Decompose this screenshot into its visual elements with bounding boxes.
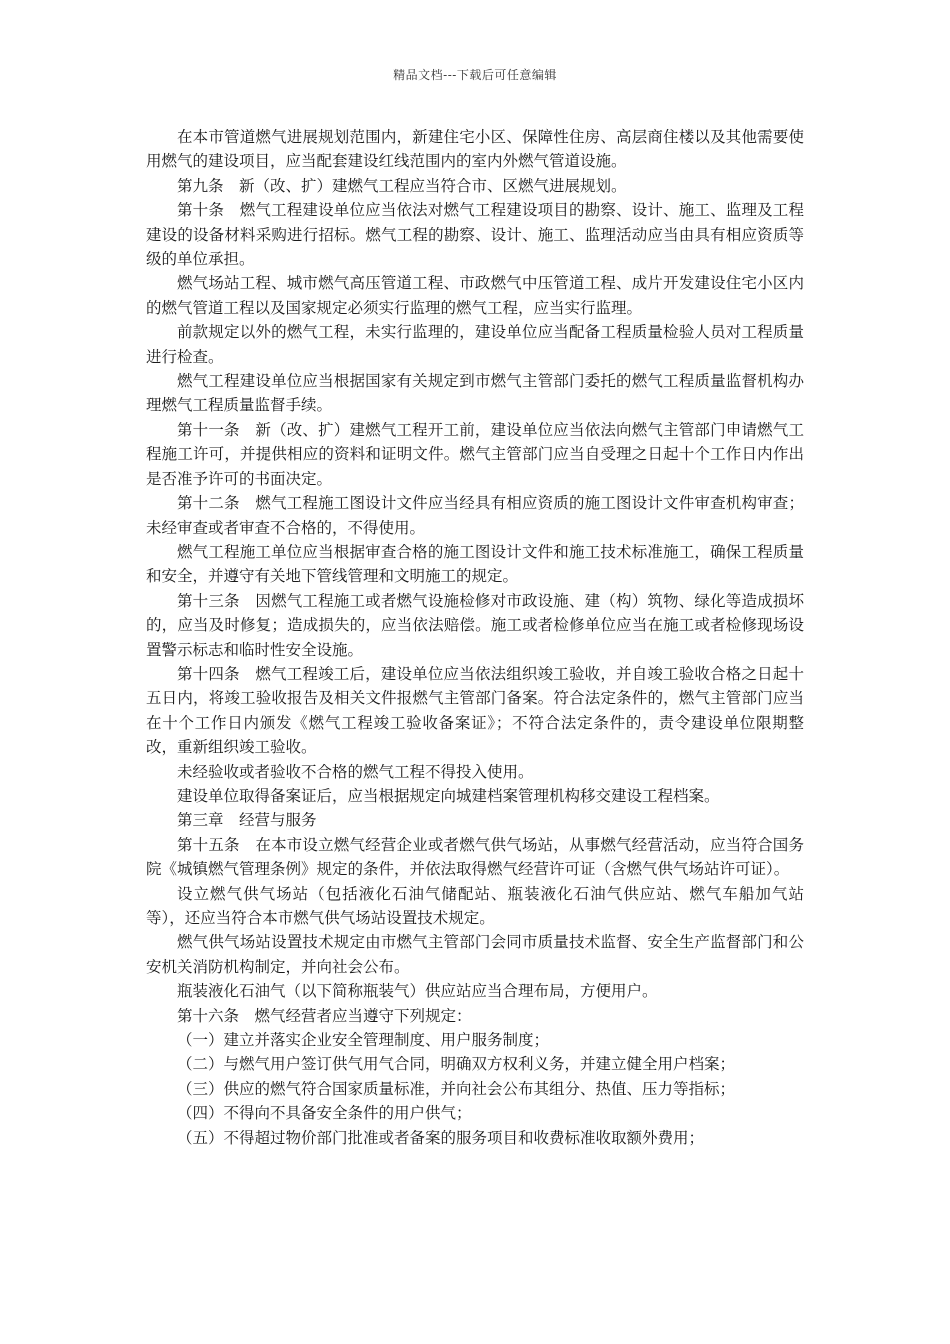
article-10: 第十条 燃气工程建设单位应当依法对燃气工程建设项目的勘察、设计、施工、监理及工程建设的设备材料采购进行招标。燃气工程的勘察、设计、施工、监理活动应当由具有相应资质等级的单位承担。 (146, 201, 804, 269)
list-item: （五）不得超过物价部门批准或者备案的服务项目和收费标准收取额外费用； (177, 1128, 705, 1147)
paragraph: 瓶装液化石油气（以下简称瓶装气）供应站应当合理布局，方便用户。 (177, 982, 658, 1001)
article-15: 第十五条 在本市设立燃气经营企业或者燃气供气场站，从事燃气经营活动，应当符合国务院《城镇燃气管理条例》规定的条件，并依法取得燃气经营许可证（含燃气供气场站许可证）。 (146, 835, 804, 879)
page-header: 精品文档---下载后可任意编辑 (393, 68, 557, 82)
article-9: 第九条 新（改、扩）建燃气工程应当符合市、区燃气进展规划。 (177, 176, 627, 195)
article-16: 第十六条 燃气经营者应当遵守下列规定： (177, 1006, 472, 1025)
list-item: （二）与燃气用户签订供气用气合同，明确双方权利义务，并建立健全用户档案； (177, 1055, 736, 1074)
article-12: 第十二条 燃气工程施工图设计文件应当经具有相应资质的施工图设计文件审查机构审查；未经审查或者审查不合格的，不得使用。 (146, 494, 804, 537)
paragraph: 燃气工程施工单位应当根据审查合格的施工图设计文件和施工技术标准施工，确保工程质量和安全，并遵守有关地下管线管理和文明施工的规定。 (146, 542, 804, 586)
chapter-3-heading: 第三章 经营与服务 (177, 811, 317, 830)
list-item: （四）不得向不具备安全条件的用户供气； (177, 1104, 472, 1123)
paragraph: 燃气场站工程、城市燃气高压管道工程、市政燃气中压管道工程、成片开发建设住宅小区内的燃气管道工程以及国家规定必须实行监理的燃气工程，应当实行监理。 (146, 274, 804, 317)
paragraph: 燃气工程建设单位应当根据国家有关规定到市燃气主管部门委托的燃气工程质量监督机构办理燃气工程质量监督手续。 (146, 372, 804, 415)
paragraph: 设立燃气供气场站（包括液化石油气储配站、瓶装液化石油气供应站、燃气车船加气站等），还应当符合本市燃气供气场站设置技术规定。 (146, 884, 804, 927)
paragraph: 燃气供气场站设置技术规定由市燃气主管部门会同市质量技术监督、安全生产监督部门和公安机关消防机构制定，并向社会公布。 (146, 933, 804, 976)
paragraph: 在本市管道燃气进展规划范围内，新建住宅小区、保障性住房、高层商住楼以及其他需要使用燃气的建设项目，应当配套建设红线范围内的室内外燃气管道设施。 (146, 128, 804, 171)
article-14: 第十四条 燃气工程竣工后，建设单位应当依法组织竣工验收，并自竣工验收合格之日起十五日内，将竣工验收报告及相关文件报燃气主管部门备案。符合法定条件的，燃气主管部门应当在十个工作日内颁发《燃气工程竣工验收备案证》；不符合法定条件的，责令建设单位限期整改，重新组织竣工验收。 (146, 664, 804, 757)
article-11: 第十一条 新（改、扩）建燃气工程开工前，建设单位应当依法向燃气主管部门申请燃气工程施工许可，并提供相应的资料和证明文件。燃气主管部门应当自受理之日起十个工作日内作出是否准予许可的书面决定。 (146, 420, 804, 488)
document-body (146, 125, 804, 1150)
list-item: （三）供应的燃气符合国家质量标准，并向社会公布其组分、热值、压力等指标； (177, 1079, 736, 1098)
paragraph: 未经验收或者验收不合格的燃气工程不得投入使用。 (177, 762, 534, 781)
paragraph: 前款规定以外的燃气工程，未实行监理的，建设单位应当配备工程质量检验人员对工程质量进行检查。 (146, 323, 804, 366)
list-item: （一）建立并落实企业安全管理制度、用户服务制度； (177, 1031, 550, 1050)
paragraph: 建设单位取得备案证后，应当根据规定向城建档案管理机构移交建设工程档案。 (177, 786, 720, 805)
article-13: 第十三条 因燃气工程施工或者燃气设施检修对市政设施、建（构）筑物、绿化等造成损坏的，应当及时修复；造成损失的，应当依法赔偿。施工或者检修单位应当在施工或者检修现场设置警示标志和临时性安全设施。 (146, 591, 804, 659)
